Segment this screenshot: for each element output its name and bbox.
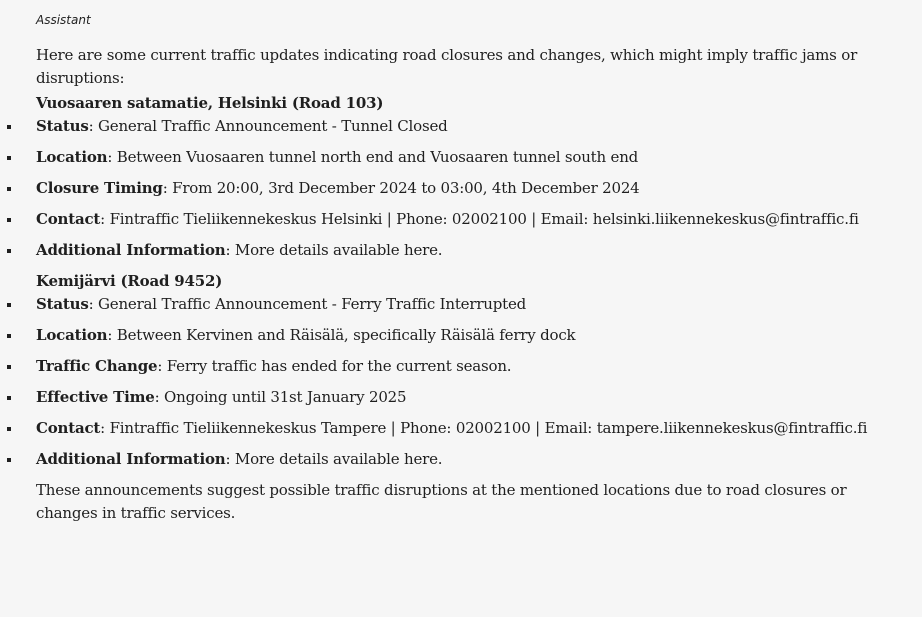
item-text: : More details available here. bbox=[225, 450, 443, 468]
message-outro: These announcements suggest possible traffic disruptions at the mentioned locations due to road closures or changes in traffic services. bbox=[36, 481, 847, 522]
bullet-icon bbox=[7, 249, 11, 253]
item-text: : General Traffic Announcement - Tunnel Closed bbox=[88, 117, 448, 135]
announcement-list bbox=[36, 115, 908, 262]
item-text: : General Traffic Announcement - Ferry Traffic Interrupted bbox=[88, 295, 527, 313]
item-text: : Fintraffic Tieliikennekeskus Tampere | Phone: 02002100 | Email: tampere.liikennekeskus@fintraffic.fi bbox=[100, 419, 868, 437]
item-label: Location bbox=[36, 326, 108, 344]
list-item bbox=[36, 386, 908, 409]
list-item bbox=[36, 324, 908, 347]
item-text: : Between Vuosaaren tunnel north end and Vuosaaren tunnel south end bbox=[107, 148, 639, 166]
bullet-icon bbox=[7, 303, 11, 307]
item-label: Additional Information bbox=[36, 450, 226, 468]
item-label: Contact bbox=[36, 419, 101, 437]
item-text: : Fintraffic Tieliikennekeskus Helsinki | Phone: 02002100 | Email: helsinki.liikennekeskus@fintraffic.fi bbox=[100, 210, 859, 228]
item-label: Traffic Change bbox=[36, 357, 158, 375]
list-item bbox=[36, 115, 908, 138]
item-text: : Ferry traffic has ended for the current season. bbox=[157, 357, 512, 375]
message-body bbox=[36, 44, 908, 525]
item-label: Contact bbox=[36, 210, 101, 228]
list-item bbox=[36, 355, 908, 378]
list-item bbox=[36, 177, 908, 200]
bullet-icon bbox=[7, 396, 11, 400]
item-label: Location bbox=[36, 148, 108, 166]
list-item bbox=[36, 293, 908, 316]
bullet-icon bbox=[7, 218, 11, 222]
item-label: Status bbox=[36, 295, 89, 313]
message-intro: Here are some current traffic updates indicating road closures and changes, which might imply traffic jams or disruptions: bbox=[36, 46, 858, 87]
item-text: : Between Kervinen and Räisälä, specifically Räisälä ferry dock bbox=[107, 326, 576, 344]
list-item bbox=[36, 239, 908, 262]
bullet-icon bbox=[7, 334, 11, 338]
section-title: Kemijärvi (Road 9452) bbox=[36, 272, 223, 290]
section-title: Vuosaaren satamatie, Helsinki (Road 103) bbox=[36, 94, 384, 112]
item-text: : More details available here. bbox=[225, 241, 443, 259]
item-text: : Ongoing until 31st January 2025 bbox=[154, 388, 407, 406]
bullet-icon bbox=[7, 427, 11, 431]
bullet-icon bbox=[7, 156, 11, 160]
message-role-label: Assistant bbox=[36, 13, 91, 27]
item-label: Additional Information bbox=[36, 241, 226, 259]
list-item bbox=[36, 208, 908, 231]
item-label: Closure Timing bbox=[36, 179, 163, 197]
list-item bbox=[36, 146, 908, 169]
bullet-icon bbox=[7, 187, 11, 191]
list-item bbox=[36, 448, 908, 471]
item-text: : From 20:00, 3rd December 2024 to 03:00, 4th December 2024 bbox=[162, 179, 640, 197]
list-item bbox=[36, 417, 908, 440]
announcement-list bbox=[36, 293, 908, 471]
bullet-icon bbox=[7, 125, 11, 129]
item-label: Status bbox=[36, 117, 89, 135]
bullet-icon bbox=[7, 458, 11, 462]
item-label: Effective Time bbox=[36, 388, 155, 406]
bullet-icon bbox=[7, 365, 11, 369]
